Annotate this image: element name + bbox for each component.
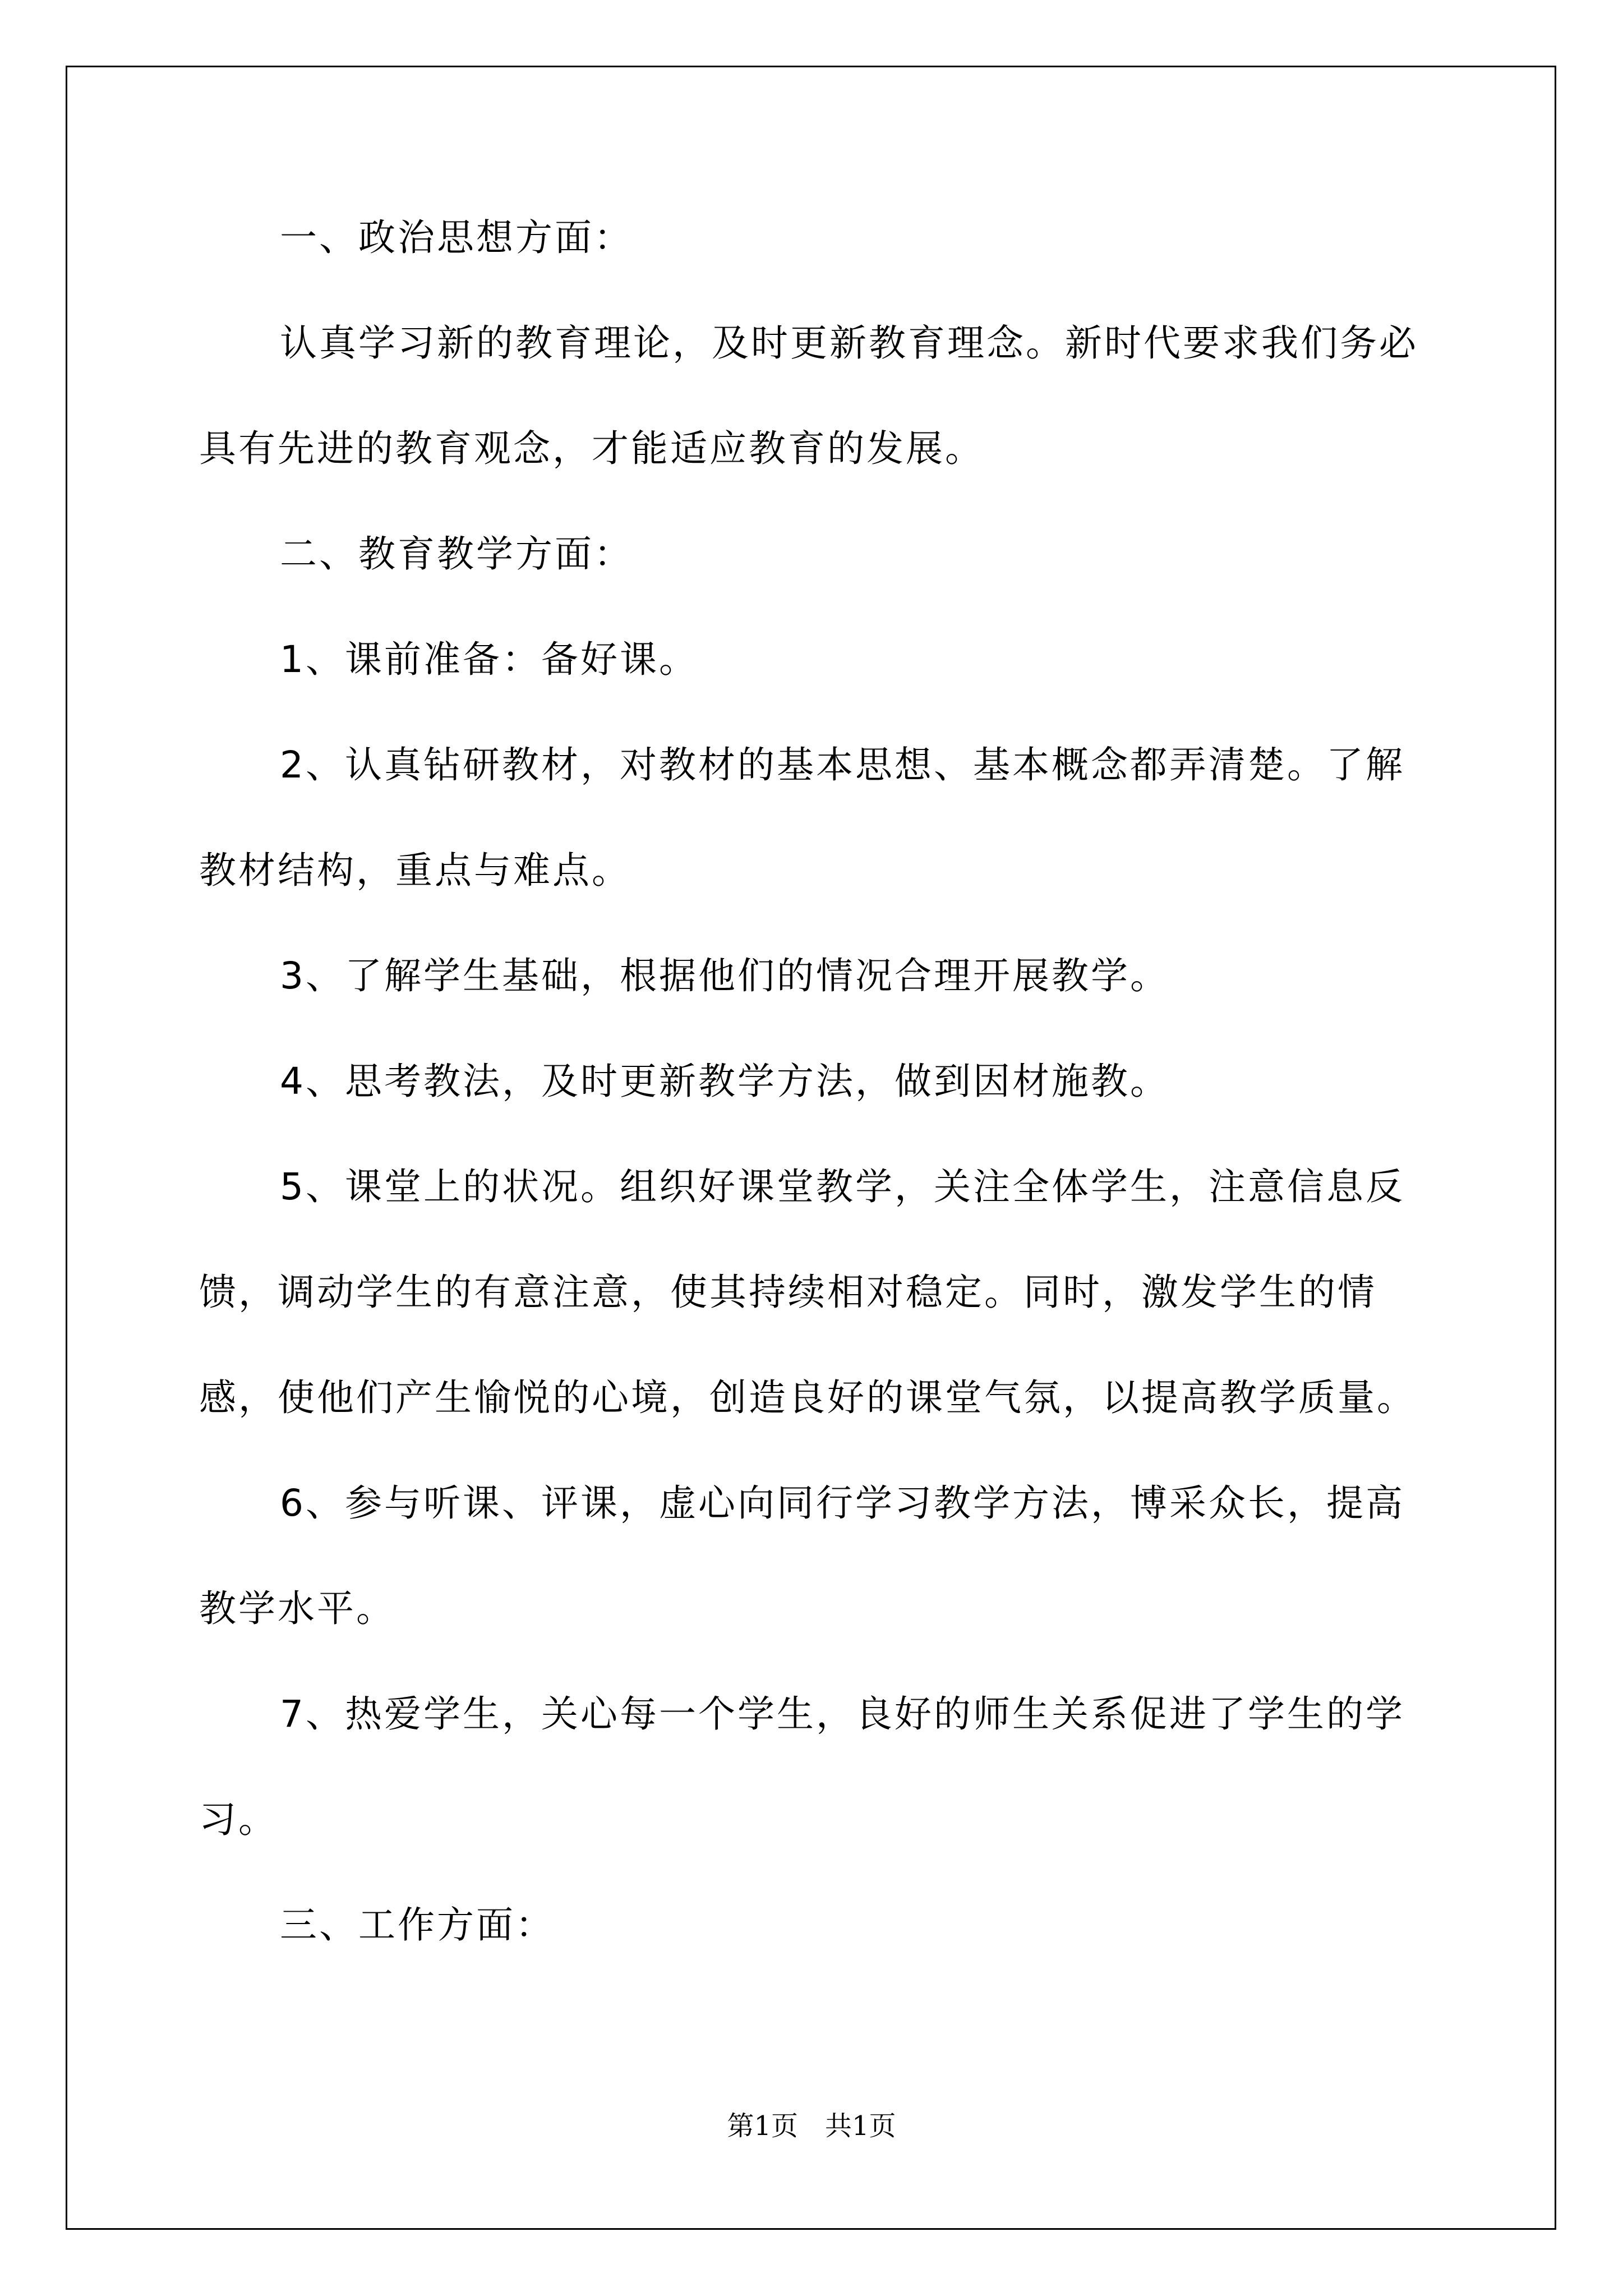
paragraph-section-1-heading: 一、政治思想方面： bbox=[280, 216, 633, 259]
list-item: 6、参与听课、评课，虚心向同行学习教学方法，博采众长，提高教学水平。 bbox=[199, 1481, 1405, 1630]
list-item: 3、了解学生基础，根据他们的情况合理开展教学。 bbox=[280, 954, 1169, 997]
list-item: 7、热爱学生，关心每一个学生，良好的师生关系促进了学生的学习。 bbox=[199, 1692, 1405, 1841]
paragraph-section-3-heading: 三、工作方面： bbox=[280, 1903, 555, 1947]
list-item: 2、认真钻研教材，对教材的基本思想、基本概念都弄清楚。了解教材结构，重点与难点。 bbox=[199, 743, 1405, 892]
paragraph-section-2-heading: 二、教育教学方面： bbox=[280, 532, 633, 576]
page-number-total: 共1页 bbox=[825, 2110, 896, 2142]
list-item: 5、课堂上的状况。组织好课堂教学，关注全体学生，注意信息反馈，调动学生的有意注意，使其持续相对稳定。同时，激发学生的情感，使他们产生愉悦的心境，创造良好的课堂气氛，以提高教学质量。 bbox=[199, 1165, 1416, 1419]
page-footer bbox=[0, 2109, 1623, 2143]
document-body bbox=[199, 185, 1438, 1978]
paragraph: 认真学习新的教育理论，及时更新教育理念。新时代要求我们务必具有先进的教育观念，才能适应教育的发展。 bbox=[199, 321, 1418, 470]
list-item: 1、课前准备：备好课。 bbox=[280, 638, 698, 681]
list-item: 4、思考教法，及时更新教学方法，做到因材施教。 bbox=[280, 1060, 1169, 1103]
page-number-current: 第1页 bbox=[727, 2110, 798, 2142]
